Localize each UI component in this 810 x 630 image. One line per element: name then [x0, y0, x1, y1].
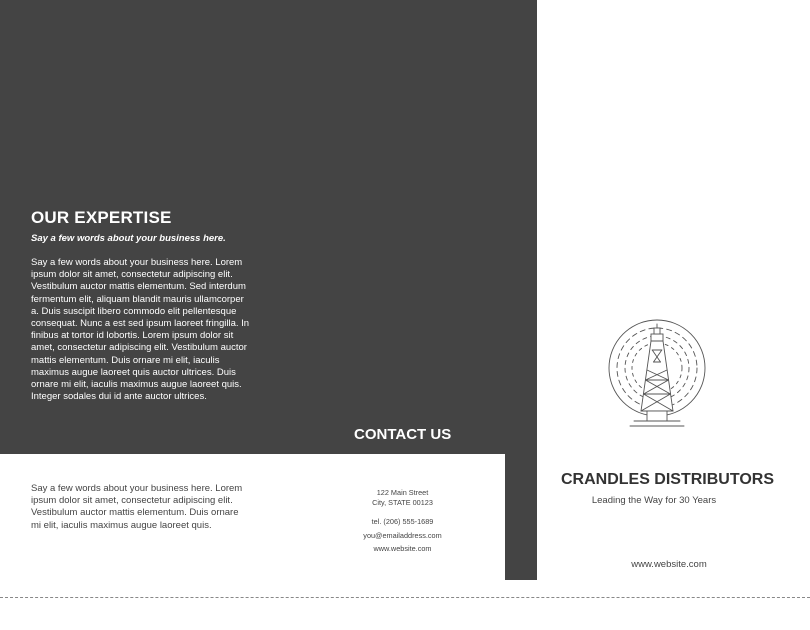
contact-street: 122 Main Street	[376, 488, 429, 497]
contact-city: City, STATE 00123	[372, 497, 433, 507]
contact-email[interactable]: you@emailaddress.com	[363, 530, 442, 540]
contact-details	[340, 488, 465, 554]
company-website[interactable]: www.website.com	[631, 559, 707, 570]
expertise-tagline: Say a few words about your business here.	[31, 233, 226, 244]
expertise-section	[31, 208, 253, 403]
expertise-heading: OUR EXPERTISE	[31, 208, 172, 227]
contact-heading: CONTACT US	[354, 426, 452, 443]
contact-website[interactable]: www.website.com	[373, 544, 432, 553]
lower-body-text: Say a few words about your business here. Lorem ipsum dolor sit amet, consectetur adipiscing elit. Vestibulum auctor mattis elementum. Duis ornare mi elit, iaculis maximus augue laoreet quis.	[31, 483, 243, 531]
company-name: CRANDLES DISTRIBUTORS	[560, 471, 775, 488]
fold-line	[0, 597, 810, 598]
company-tagline: Leading the Way for 30 Years	[591, 495, 717, 506]
oil-derrick-icon	[608, 318, 706, 438]
contact-phone: tel. (206) 555-1689	[371, 517, 434, 526]
expertise-body: Say a few words about your business here. Lorem ipsum dolor sit amet, consectetur adipiscing elit. Vestibulum auctor mattis elementum. Sed interdum fermentum elit, aliquam blandit mauris ullamcorper a. Duis suscipit libero commodo elit pellentesque consequat. Nunc a est sed ipsum laoreet fringilla. In finibus at tortor id lobortis. Lorem ipsum dolor sit amet, consectetur adipiscing elit. Vestibulum auctor mattis elementum. Duis ornare mi elit, iaculis maximus augue laoreet quis auctor ultrices. Duis ornare mi elit, iaculis maximus augue laoreet quis. Integer sodales dui id ante auctor ultrices.	[31, 257, 250, 403]
